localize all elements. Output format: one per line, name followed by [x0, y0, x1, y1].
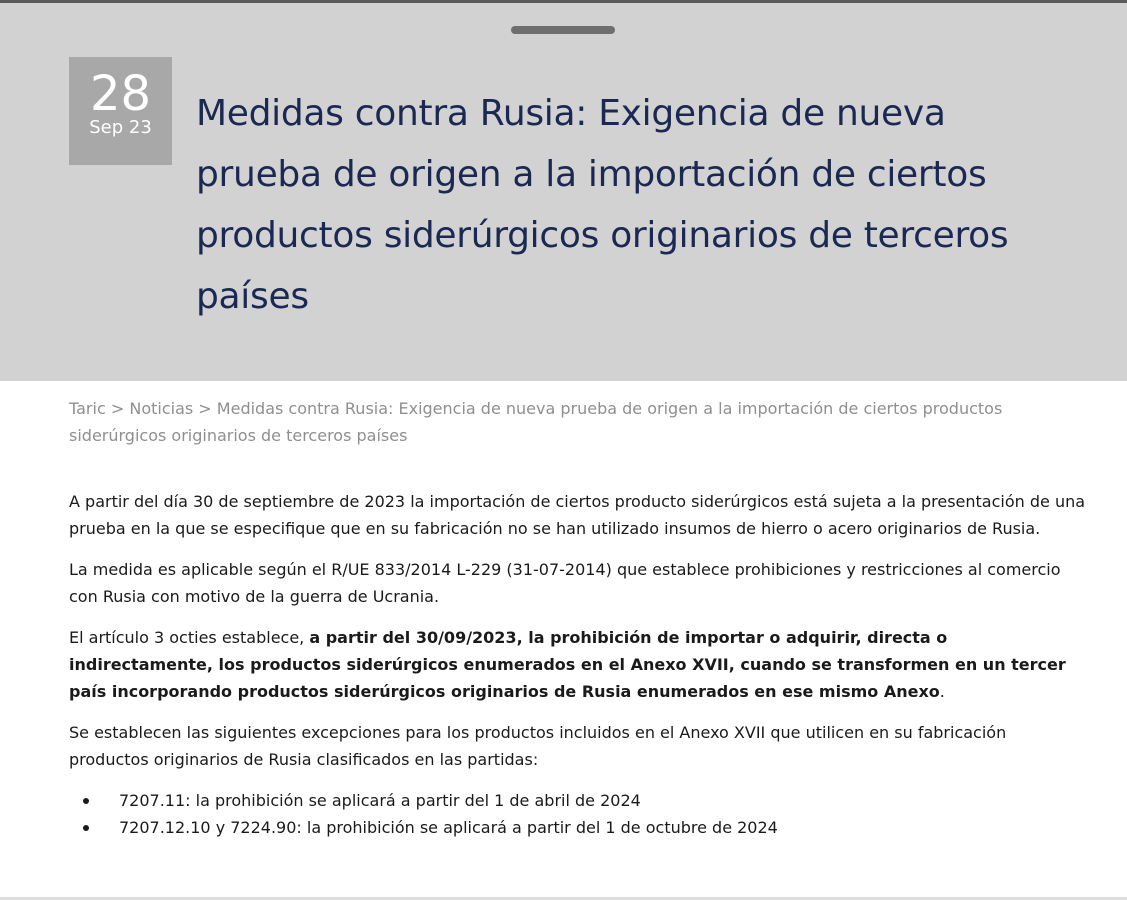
- paragraph-end-text: .: [939, 682, 945, 701]
- date-badge: [69, 57, 172, 165]
- breadcrumb: [69, 395, 1079, 449]
- drag-handle[interactable]: [511, 26, 615, 34]
- breadcrumb-link-noticias[interactable]: Noticias: [129, 399, 194, 418]
- paragraph-exceptions: Se establecen las siguientes excepciones para los productos incluidos en el Anexo XVII que utilicen en su fabricación productos originarios de Rusia clasificados en las partidas:: [69, 723, 1007, 769]
- page-title: Medidas contra Rusia: Exigencia de nueva prueba de origen a la importación de ciertos productos siderúrgicos originarios de terceros países: [196, 93, 1009, 317]
- paragraph-regulation: La medida es aplicable según el R/UE 833/2014 L-229 (31-07-2014) que establece prohibiciones y restricciones al comercio con Rusia con motivo de la guerra de Ucrania.: [69, 560, 1061, 606]
- list-item: [119, 787, 1089, 814]
- date-month-year: Sep 23: [89, 117, 152, 138]
- bullet-icon: [83, 798, 89, 804]
- bullet-icon: [83, 825, 89, 831]
- list-item-text: 7207.11: la prohibición se aplicará a partir del 1 de abril de 2024: [119, 791, 641, 810]
- breadcrumb-current: Medidas contra Rusia: Exigencia de nueva prueba de origen a la importación de ciertos productos siderúrgicos originarios de terceros países: [69, 399, 1003, 445]
- breadcrumb-separator: >: [198, 399, 217, 418]
- date-day: 28: [89, 66, 152, 122]
- paragraph-lead-text: El artículo 3 octies establece,: [69, 628, 310, 647]
- paragraph-bold-text: a partir del 30/09/2023, la prohibición de importar o adquirir, directa o indirectamente, los productos siderúrgicos enumerados en el Anexo XVII, cuando se transformen en un tercer país incorporando productos siderúrgicos originarios de Rusia enumerados en ese mismo Anexo: [69, 628, 1066, 701]
- exceptions-list: [69, 787, 1089, 841]
- breadcrumb-link-taric[interactable]: Taric: [69, 399, 106, 418]
- paragraph-article-3-octies: [69, 624, 1089, 705]
- article-body: [69, 488, 1089, 841]
- article-header: [0, 3, 1127, 381]
- list-item: [119, 814, 1089, 841]
- breadcrumb-separator: >: [110, 399, 130, 418]
- paragraph-intro: A partir del día 30 de septiembre de 2023 la importación de ciertos producto siderúrgicos está sujeta a la presentación de una prueba en la que se especifique que en su fabricación no se han utilizado insumos de hierro o acero originarios de Rusia.: [69, 492, 1086, 538]
- list-item-text: 7207.12.10 y 7224.90: la prohibición se aplicará a partir del 1 de octubre de 2024: [119, 818, 778, 837]
